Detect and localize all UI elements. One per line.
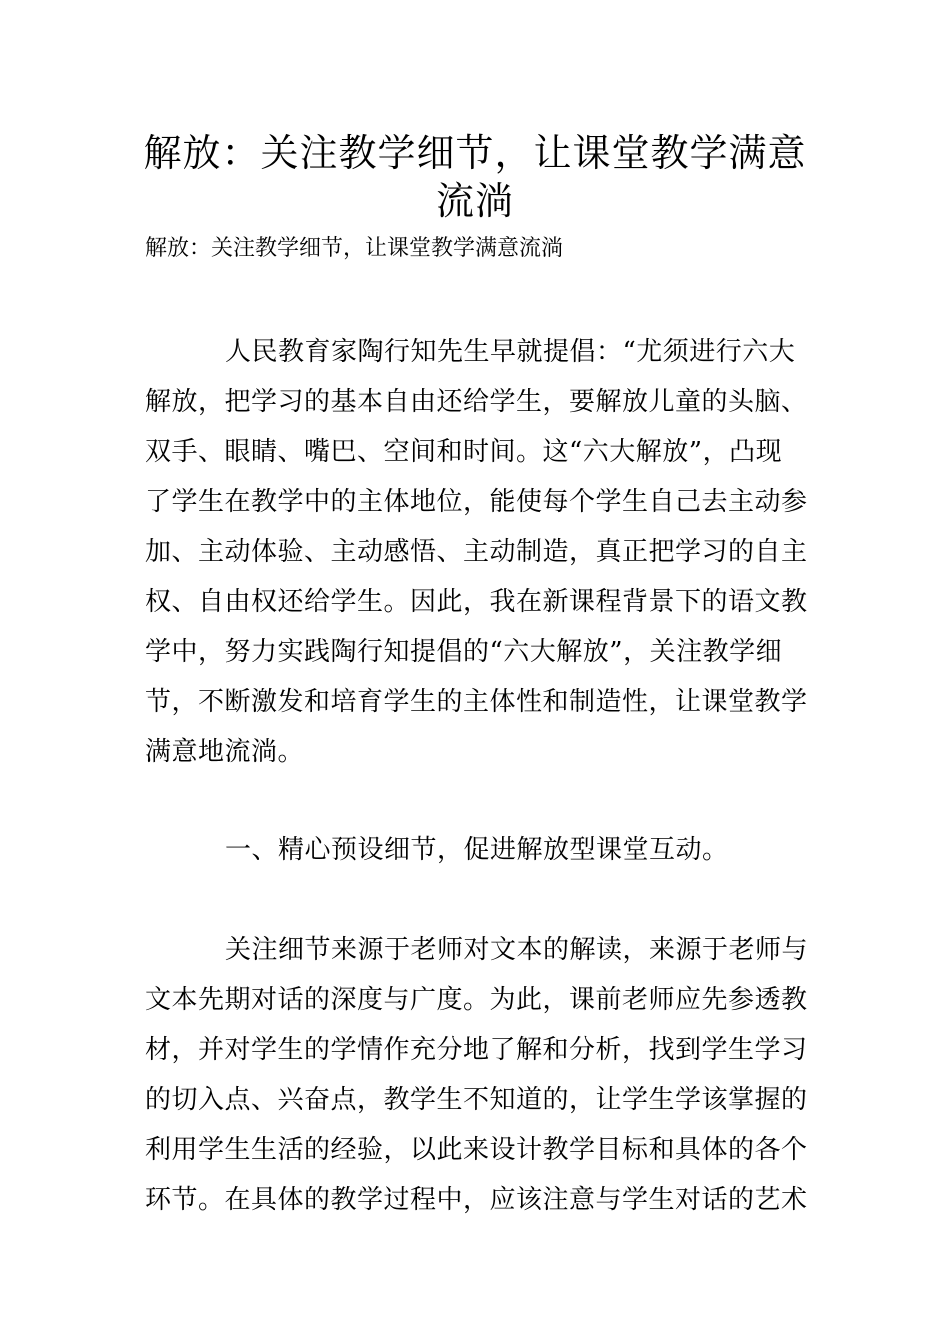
paragraph-2-line: 关注细节来源于老师对文本的解读，来源于老师与: [225, 935, 809, 965]
paragraph-1-line: 节，不断激发和培育学生的主体性和制造性，让课堂教学: [145, 687, 808, 717]
paragraph-1-line: 解放，把学习的基本自由还给学生，要解放儿童的头脑、: [145, 387, 808, 417]
paragraph-2-line: 材，并对学生的学情作充分地了解和分析，找到学生学习: [145, 1035, 808, 1065]
paragraph-1-line: 双手、眼睛、嘴巴、空间和时间。这“六大解放”，凸现: [145, 437, 783, 467]
paragraph-2-line: 利用学生生活的经验，以此来设计教学目标和具体的各个: [145, 1135, 808, 1165]
paragraph-1-line: 人民教育家陶行知先生早就提倡：“尤须进行六大: [225, 337, 796, 367]
document-title-line-2: 流淌: [435, 179, 514, 223]
paragraph-1-line: 满意地流淌。: [145, 737, 305, 767]
paragraph-1-line: 权、自由权还给学生。因此，我在新课程背景下的语文教: [145, 587, 808, 617]
paragraph-2-line: 文本先期对话的深度与广度。为此，课前老师应先参透教: [145, 985, 808, 1015]
paragraph-1-line: 加、主动体验、主动感悟、主动制造，真正把学习的自主: [145, 537, 808, 567]
paragraph-2-line: 环节。在具体的教学过程中，应该注意与学生对话的艺术: [145, 1185, 808, 1215]
document-subtitle: 解放：关注教学细节，让课堂教学满意流淌: [145, 236, 564, 261]
section-heading: 一、精心预设细节，促进解放型课堂互动。: [225, 835, 729, 865]
document-title-line-1: 解放：关注教学细节，让课堂教学满意: [143, 131, 807, 175]
paragraph-1-line: 学中，努力实践陶行知提倡的“六大解放”，关注教学细: [145, 637, 783, 667]
paragraph-1-line: 了学生在教学中的主体地位，能使每个学生自己去主动参: [145, 487, 808, 517]
paragraph-2-line: 的切入点、兴奋点，教学生不知道的，让学生学该掌握的: [145, 1085, 808, 1115]
